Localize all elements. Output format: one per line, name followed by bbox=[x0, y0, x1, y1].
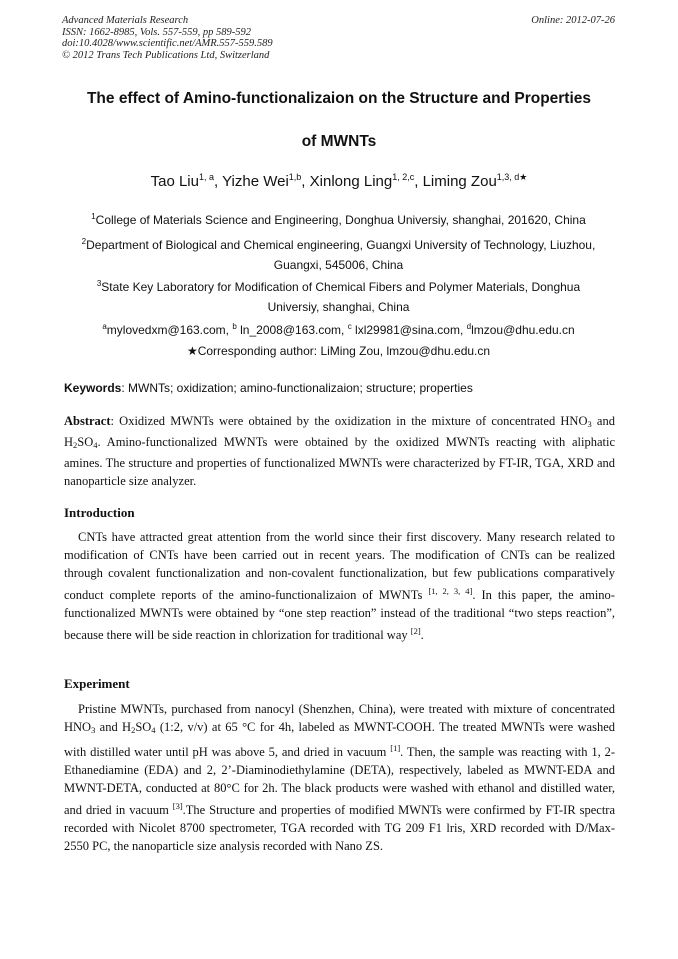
affiliation-1 bbox=[62, 207, 615, 230]
section-heading-introduction: Introduction bbox=[64, 505, 135, 520]
email-address: lxl29981@sina.com bbox=[351, 323, 460, 337]
affiliation-sup: 1 bbox=[91, 212, 96, 221]
affiliation-text: Guangxi, 545006, China bbox=[273, 258, 404, 272]
subscript: 3 bbox=[587, 419, 592, 429]
keywords-text: : MWNTs; oxidization; amino-functionalizaion; structure; properties bbox=[121, 381, 473, 395]
corresponding-author: ★Corresponding author: LiMing Zou, lmzou@dhu.edu.cn bbox=[186, 344, 491, 358]
introduction-body bbox=[64, 528, 615, 644]
email-separator: , bbox=[341, 323, 348, 337]
keywords bbox=[64, 381, 615, 395]
author-separator: , bbox=[301, 173, 310, 190]
paragraph-text: . Then, the sample was reacting with 1, 2-Ethanediamine (EDA) and 2, 2’-Diaminodiethylamine (DETA), respectively, labeled as MWNT-EDA and MWNT-DETA, conducted at 80°C for 2h. The black products were washed with ethanol and distilled water, and dried in vacuum bbox=[64, 745, 615, 817]
author-name: Tao Liu bbox=[150, 173, 199, 190]
citation: [3] bbox=[172, 801, 183, 811]
abstract-text: . Amino-functionalized MWNTs were obtained by the oxidized MWNTs reacting with aliphatic amines. The structure and properties of functionalized MWNTs were characterized by FT-IR, TGA, XRD and nanoparticle size analyzer. bbox=[64, 435, 615, 488]
citation: [2] bbox=[410, 626, 421, 636]
issn-line: ISSN: 1662-8985, Vols. 557-559, pp 589-592 bbox=[62, 26, 251, 38]
affiliation-sup: 2 bbox=[81, 237, 87, 246]
author-name: Liming Zou bbox=[422, 173, 497, 190]
paragraph-text: . In this paper, the amino-functionalized MWNTs were obtained by “one step reaction” instead of the traditional “two steps reaction”, because there will be side reaction in chlorization for traditional way bbox=[64, 588, 615, 642]
affiliation-2 bbox=[62, 232, 615, 275]
abstract-text: : Oxidized MWNTs were obtained by the oxidization in the mixture of concentrated HNO bbox=[110, 414, 588, 428]
author-list bbox=[40, 172, 638, 190]
citation: [1] bbox=[390, 743, 401, 753]
email-address: mylovedxm@163.com bbox=[106, 323, 226, 337]
abstract-text: and H bbox=[64, 414, 615, 449]
email-separator: , bbox=[225, 323, 233, 337]
paragraph-text: (1:2, v/v) at 65 °C for 4h, labeled as MWNT-COOH. The treated MWNTs were washed with distilled water until pH was above 5, and dried in vacuum bbox=[64, 720, 615, 759]
email-separator: , bbox=[459, 323, 467, 337]
email-list bbox=[62, 317, 615, 340]
paper-title-line-2: of MWNTs bbox=[301, 133, 377, 150]
email-address: ln_2008@163.com bbox=[236, 323, 342, 337]
section-heading-experiment: Experiment bbox=[64, 676, 130, 691]
citation: [1, 2, 3, 4] bbox=[428, 586, 473, 596]
email-sup: c bbox=[347, 322, 352, 331]
affiliation-text: State Key Laboratory for Modification of Chemical Fibers and Polymer Materials, Donghua bbox=[101, 280, 581, 294]
keywords-label: Keywords bbox=[64, 381, 122, 395]
subscript: 4 bbox=[93, 440, 98, 450]
author-name: Yizhe Wei bbox=[222, 173, 289, 190]
author-sup: 1,3, d★ bbox=[496, 172, 528, 182]
doi-line: doi:10.4028/www.scientific.net/AMR.557-559.589 bbox=[62, 38, 273, 49]
affiliation-text: Universiy, shanghai, China bbox=[267, 300, 410, 314]
journal-name: Advanced Materials Research bbox=[62, 15, 189, 26]
copyright-line: © 2012 Trans Tech Publications Ltd, Switzerland bbox=[62, 49, 270, 61]
paragraph-text: . bbox=[420, 628, 424, 642]
paragraph-text: CNTs have attracted great attention from the world since their first discovery. Many research related to modification of CNTs have been carried out in recent years. The modification of CNTs can be realized through covalent functionalization and non-covalent functionalization, but few publications comparatively conduct complete reports of the amino-functionalizaion of MWNTs bbox=[64, 530, 615, 602]
subscript: 4 bbox=[151, 725, 156, 735]
author-name: Xinlong Ling bbox=[309, 173, 393, 190]
paragraph-text: SO bbox=[135, 720, 152, 734]
author-separator: , bbox=[414, 173, 423, 190]
paragraph-text: Pristine MWNTs, purchased from nanocyl (Shenzhen, China), were treated with mixture of concentrated HNO bbox=[64, 702, 615, 734]
affiliation-sup: 3 bbox=[96, 279, 102, 288]
experiment-body bbox=[64, 700, 615, 855]
journal-header bbox=[62, 15, 615, 61]
paper-title-line-1: The effect of Amino-functionalizaion on the Structure and Properties bbox=[86, 90, 592, 107]
author-sup: 1, a bbox=[198, 172, 214, 182]
abstract bbox=[64, 412, 615, 490]
abstract-label: Abstract bbox=[64, 414, 111, 428]
email-address: lmzou@dhu.edu.cn bbox=[471, 323, 575, 337]
subscript: 2 bbox=[131, 725, 136, 735]
affiliation-3 bbox=[62, 274, 615, 317]
affiliation-text: Department of Biological and Chemical engineering, Guangxi University of Technology, Liuzhou, bbox=[86, 238, 596, 252]
email-sup: a bbox=[102, 322, 107, 331]
subscript: 2 bbox=[73, 440, 78, 450]
abstract-text: SO bbox=[77, 435, 94, 449]
affiliation-text: College of Materials Science and Engineering, Donghua Universiy, shanghai, 201620, China bbox=[95, 213, 586, 227]
author-separator: , bbox=[214, 173, 223, 190]
paragraph-text: and H bbox=[95, 720, 132, 734]
subscript: 3 bbox=[91, 725, 96, 735]
online-date: Online: 2012-07-26 bbox=[531, 15, 615, 26]
author-sup: 1, 2,c bbox=[392, 172, 415, 182]
paragraph-text: .The Structure and properties of modified MWNTs were confirmed by FT-IR spectra recorded with Nicolet 8700 spectrometer, TGA recorded with TG 209 F1 lris, XRD recorded with D/Max-2550 PC, the nanoparticle size analysis recorded with Nano ZS. bbox=[64, 803, 615, 853]
email-sup: b bbox=[232, 322, 237, 331]
email-sup: d bbox=[466, 322, 472, 331]
author-sup: 1,b bbox=[288, 172, 302, 182]
